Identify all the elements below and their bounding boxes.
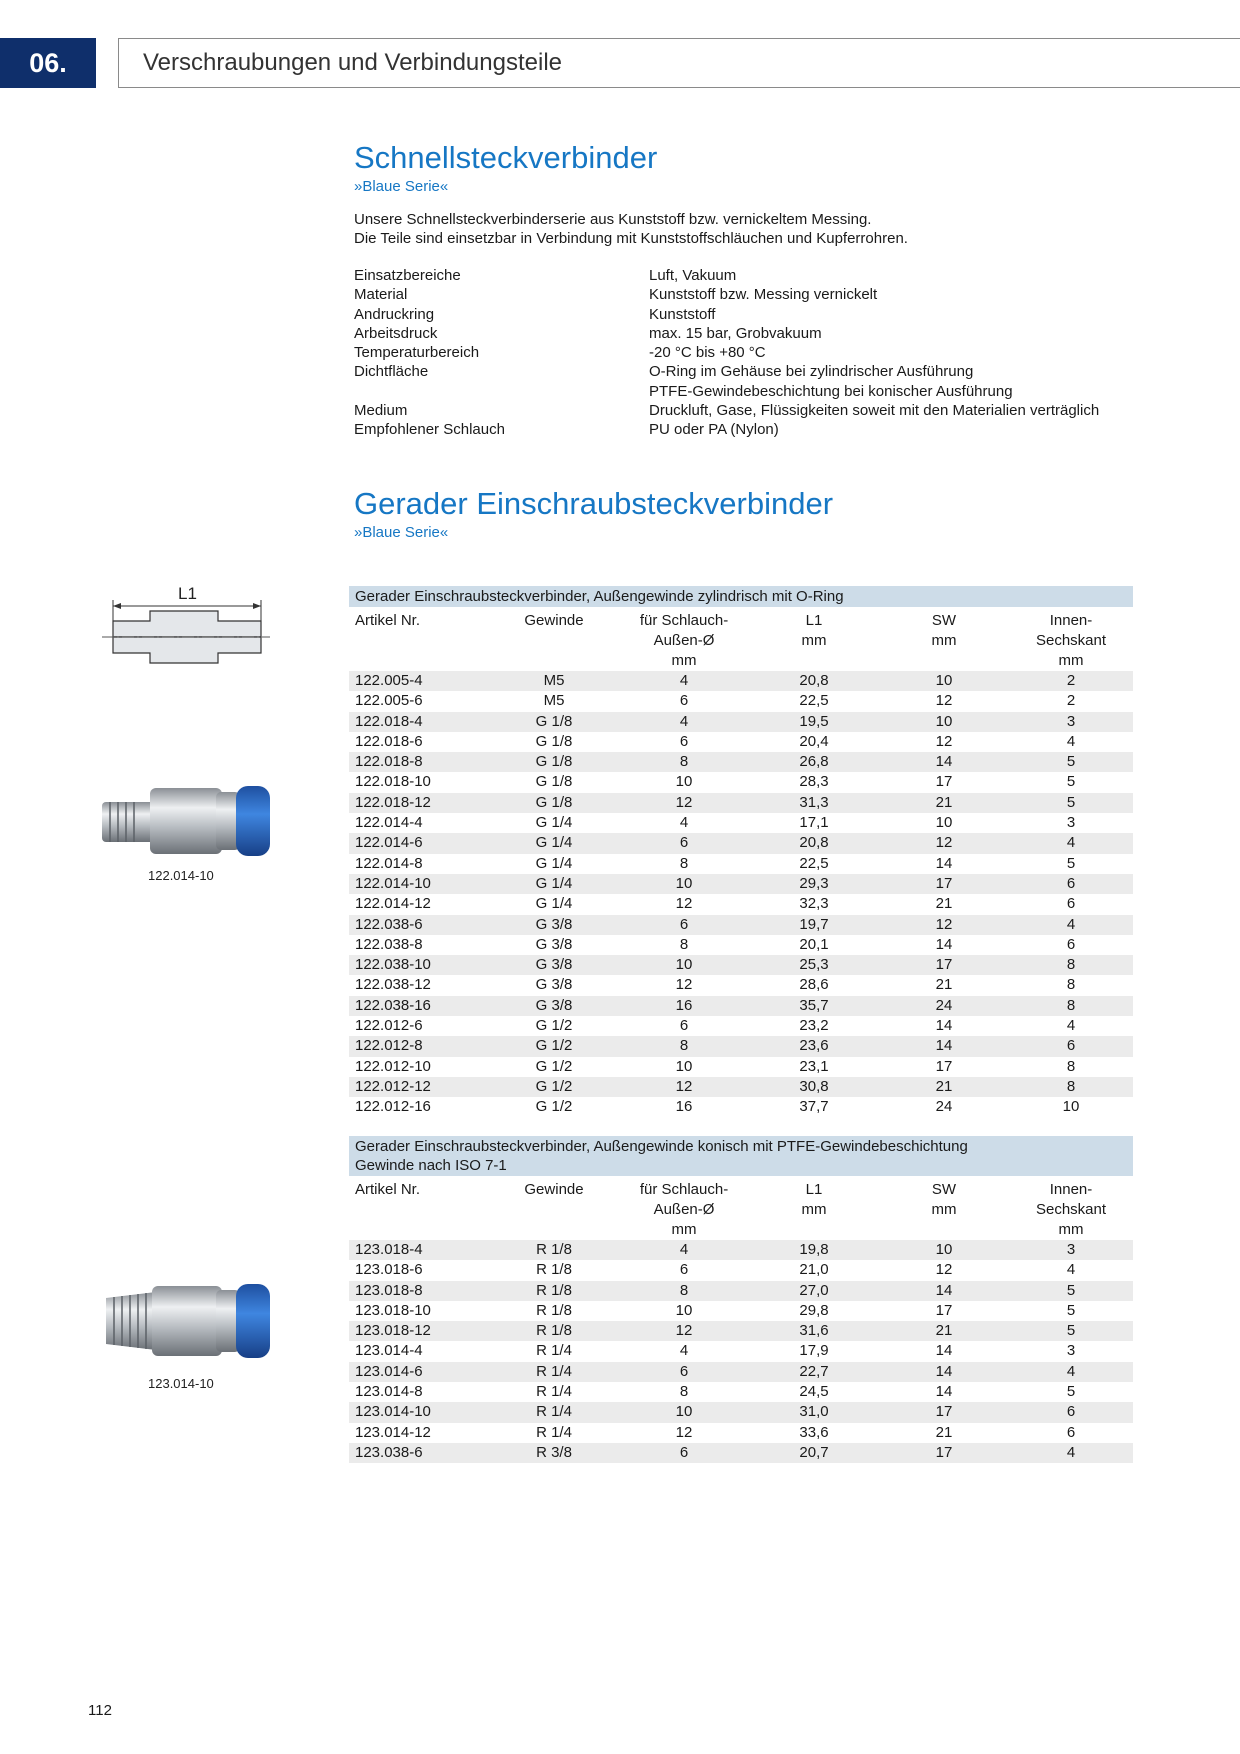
table-cell: 4: [619, 712, 749, 732]
spec-value: Luft, Vakuum: [649, 267, 737, 284]
table-cell: 6: [619, 915, 749, 935]
spec-row: [354, 382, 1099, 401]
table-cell: 12: [879, 915, 1009, 935]
table-cell: 8: [1009, 996, 1133, 1016]
table-row: [349, 955, 1133, 975]
table-cell: 23,1: [799, 1057, 829, 1075]
table-cell: 17: [879, 955, 1009, 975]
table-row: [349, 813, 1133, 833]
header-innen: Innen- Sechskant mm: [1035, 612, 1107, 669]
spec-label: Empfohlener Schlauch: [354, 421, 505, 439]
table-cell: 4: [619, 1240, 749, 1260]
table-cell: 122.005-6: [355, 692, 423, 710]
table-cell: 12: [619, 793, 749, 813]
table-cell: R 3/8: [489, 1443, 619, 1463]
table-cell: G 1/2: [489, 1036, 619, 1056]
table-cell: 12: [935, 692, 953, 710]
table-cell: 19,8: [749, 1240, 879, 1260]
table-cell: 6: [1066, 1423, 1076, 1441]
product-photo-122: [98, 768, 278, 877]
table-cell: 6: [679, 1261, 689, 1279]
table-cell: 12: [935, 732, 953, 750]
table-cell: 5: [1009, 752, 1133, 772]
table-cell: 10: [879, 712, 1009, 732]
table-cell: R 1/8: [489, 1240, 619, 1260]
table-cell: G 3/8: [535, 976, 573, 994]
table-cell: 4: [1066, 1017, 1076, 1035]
table-cell: R 1/4: [536, 1383, 572, 1401]
header-sw: SW mm: [931, 612, 957, 649]
table-cell: 14: [879, 1036, 1009, 1056]
table-cell: G 1/8: [535, 732, 573, 750]
spec-row: [354, 362, 1099, 381]
table-cell: 17: [879, 1443, 1009, 1463]
table-row: [349, 874, 1133, 894]
table-cell: 29,8: [799, 1301, 829, 1319]
page-number: 112: [88, 1702, 112, 1719]
photo-caption: 123.014-10: [148, 1376, 214, 1391]
spec-value: PU oder PA (Nylon): [649, 421, 779, 439]
spec-label: Andruckring: [354, 305, 435, 323]
table-cell: 14: [935, 854, 953, 872]
table-cell: 12: [675, 895, 693, 913]
table-cell: 3: [1009, 1240, 1133, 1260]
parts-table-zylindrisch: [349, 586, 1133, 1118]
table-cell: 5: [1066, 1301, 1076, 1319]
table-cell: 14: [935, 1383, 953, 1401]
table-cell: 22,5: [799, 692, 829, 710]
spec-value: Kunststoff bzw. Messing vernickelt: [649, 286, 878, 304]
table-cell: 4: [619, 671, 749, 691]
table-row: [349, 1077, 1133, 1097]
table-cell: 122.038-16: [349, 996, 489, 1016]
spec-label: Arbeitsdruck: [354, 324, 438, 342]
table-cell: 122.012-12: [349, 1077, 489, 1097]
table-cell: 122.018-8: [349, 752, 489, 772]
table-cell: 20,7: [749, 1443, 879, 1463]
table-row: [349, 752, 1133, 772]
table-cell: R 1/4: [489, 1402, 619, 1422]
spec-label: Dichtfläche: [354, 363, 429, 381]
table-cell: 22,7: [749, 1362, 879, 1382]
table-cell: 8: [679, 854, 689, 872]
table-cell: R 1/8: [489, 1321, 619, 1341]
table-cell: 8: [619, 1036, 749, 1056]
table-cell: M5: [543, 692, 565, 710]
table-cell: 28,3: [799, 773, 829, 791]
table-cell: 17: [879, 874, 1009, 894]
table-cell: 122.038-6: [349, 915, 489, 935]
table-cell: 123.014-8: [355, 1383, 423, 1401]
table-cell: 14: [879, 1362, 1009, 1382]
spec-row: [354, 420, 1099, 439]
table-cell: 3: [1066, 814, 1076, 832]
table-cell: 10: [619, 955, 749, 975]
table-row: [349, 671, 1133, 691]
table-cell: 123.014-4: [355, 1342, 423, 1360]
table-cell: 24: [879, 996, 1009, 1016]
table-cell: G 3/8: [489, 996, 619, 1016]
table-cell: 123.014-12: [355, 1423, 431, 1441]
table-cell: 30,8: [749, 1077, 879, 1097]
product-photo-123: [98, 1268, 278, 1377]
table-cell: 122.018-10: [355, 773, 431, 791]
spec-value: O-Ring im Gehäuse bei zylindrischer Ausführung: [649, 363, 974, 381]
table-cell: 37,7: [799, 1098, 829, 1116]
table-cell: 19,5: [749, 712, 879, 732]
table-cell: 123.018-10: [355, 1301, 431, 1319]
table-cell: 4: [1009, 833, 1133, 853]
table-cell: 122.018-12: [349, 793, 489, 813]
table-row: [349, 1240, 1133, 1260]
parts-table-konisch: [349, 1136, 1133, 1463]
table-cell: 10: [935, 814, 953, 832]
table-cell: 31,6: [749, 1321, 879, 1341]
table-cell: R 1/4: [489, 1362, 619, 1382]
table-cell: 6: [1009, 874, 1133, 894]
chapter-number: 06.: [0, 38, 96, 88]
table-cell: 21: [935, 976, 953, 994]
table-cell: G 1/4: [535, 895, 573, 913]
intro-line: Die Teile sind einsetzbar in Verbindung mit Kunststoffschläuchen und Kupferrohren.: [354, 230, 908, 247]
table-cell: 17: [935, 1057, 953, 1075]
diagram-l1-label: L1: [178, 584, 197, 603]
table-cell: 122.012-16: [355, 1098, 431, 1116]
table-caption: [349, 586, 1133, 607]
table-cell: 2: [1009, 671, 1133, 691]
table-cell: 5: [1066, 854, 1076, 872]
table-cell: 122.014-10: [349, 874, 489, 894]
table-cell: 33,6: [799, 1423, 829, 1441]
table-cell: 122.014-8: [355, 854, 423, 872]
table-row: [349, 1423, 1133, 1443]
header-schlauch: für Schlauch- Außen-Ø mm: [639, 1181, 729, 1238]
table-row: [349, 712, 1133, 732]
table-cell: 4: [1066, 1261, 1076, 1279]
table-cell: 122.018-6: [355, 732, 423, 750]
spec-row: [354, 285, 1099, 304]
header-artikel: Artikel Nr.: [355, 1181, 421, 1198]
table-cell: 4: [1066, 732, 1076, 750]
table-cell: 122.012-8: [349, 1036, 489, 1056]
table-row: [349, 1301, 1133, 1321]
intro-line: Unsere Schnellsteckverbinderserie aus Kunststoff bzw. vernickeltem Messing.: [354, 211, 872, 228]
table-cell: G 1/2: [535, 1017, 573, 1035]
table-cell: 10: [619, 1402, 749, 1422]
table-cell: 21: [935, 895, 953, 913]
table-cell: 20,8: [749, 833, 879, 853]
table-cell: 31,3: [749, 793, 879, 813]
table-row: [349, 1321, 1133, 1341]
table-row: [349, 1443, 1133, 1463]
table-cell: 8: [619, 752, 749, 772]
table-cell: 35,7: [749, 996, 879, 1016]
table-cell: 122.038-10: [349, 955, 489, 975]
table-cell: 17: [879, 1402, 1009, 1422]
table-cell: 6: [619, 1443, 749, 1463]
table-cell: 122.012-10: [355, 1057, 431, 1075]
table-cell: 6: [1066, 935, 1076, 953]
table-cell: 10: [879, 671, 1009, 691]
table-cell: 6: [1009, 1036, 1133, 1056]
table-cell: G 1/8: [535, 773, 573, 791]
table-cell: 5: [1066, 1383, 1076, 1401]
table-row: [349, 691, 1133, 711]
table-row: [349, 1260, 1133, 1280]
table-cell: 123.018-12: [349, 1321, 489, 1341]
table-cell: G 1/2: [535, 1098, 573, 1116]
spec-list: [354, 266, 1099, 440]
intro-text: [354, 210, 908, 248]
table-cell: 20,4: [799, 732, 829, 750]
table-cell: 122.014-4: [355, 814, 423, 832]
table-row: [349, 1016, 1133, 1036]
table-caption-line: Gerader Einschraubsteckverbinder, Außengewinde zylindrisch mit O-Ring: [355, 588, 844, 605]
table-cell: G 3/8: [489, 915, 619, 935]
fitting-dimension-diagram: [98, 582, 278, 697]
table-row: [349, 1057, 1133, 1077]
table-cell: 6: [1066, 895, 1076, 913]
table-cell: 122.038-12: [355, 976, 431, 994]
spec-row: [354, 305, 1099, 324]
chapter-title: Verschraubungen und Verbindungsteile: [118, 38, 1240, 88]
table-row: [349, 732, 1133, 752]
section-title-schnellsteckverbinder: Schnellsteckverbinder: [354, 140, 658, 175]
table-cell: 14: [879, 1281, 1009, 1301]
table-cell: 123.018-8: [349, 1281, 489, 1301]
table-cell: 14: [935, 1017, 953, 1035]
spec-label: Temperaturbereich: [354, 344, 480, 362]
table-cell: 10: [1062, 1098, 1080, 1116]
table-cell: 122.018-4: [349, 712, 489, 732]
table-row: [349, 935, 1133, 955]
table-row: [349, 1036, 1133, 1056]
table-cell: 19,7: [749, 915, 879, 935]
table-cell: 17,1: [799, 814, 829, 832]
table-row: [349, 1402, 1133, 1422]
table-cell: 17,9: [799, 1342, 829, 1360]
table-cell: 122.012-6: [355, 1017, 423, 1035]
table-cell: R 1/8: [489, 1281, 619, 1301]
table-cell: 5: [1009, 1321, 1133, 1341]
table-cell: G 1/2: [535, 1057, 573, 1075]
table-cell: 6: [679, 732, 689, 750]
table-row: [349, 1097, 1133, 1117]
spec-label: Einsatzbereiche: [354, 267, 461, 284]
table-cell: G 1/2: [489, 1077, 619, 1097]
table-row: [349, 996, 1133, 1016]
table-cell: 24,5: [799, 1383, 829, 1401]
table-row: [349, 793, 1133, 813]
table-cell: 17: [935, 1301, 953, 1319]
header-schlauch: für Schlauch- Außen-Ø mm: [639, 612, 729, 669]
table-cell: 8: [679, 1383, 689, 1401]
series-subtitle: »Blaue Serie«: [354, 178, 449, 195]
table-cell: G 3/8: [489, 955, 619, 975]
header-innen: Innen- Sechskant mm: [1035, 1181, 1107, 1238]
table-row: [349, 1281, 1133, 1301]
table-cell: 21: [879, 1321, 1009, 1341]
header-l1: L1 mm: [801, 1181, 827, 1218]
spec-label: Material: [354, 286, 408, 304]
table-cell: 8: [1009, 955, 1133, 975]
header-sw: SW mm: [931, 1181, 957, 1218]
spec-value: Kunststoff: [649, 305, 716, 323]
table-row: [349, 1362, 1133, 1382]
table-cell: 4: [679, 1342, 689, 1360]
table-row: [349, 833, 1133, 853]
table-cell: 4: [1009, 1443, 1133, 1463]
table-cell: 29,3: [749, 874, 879, 894]
table-cell: 123.038-6: [349, 1443, 489, 1463]
table-cell: 4: [1009, 1362, 1133, 1382]
table-cell: G 3/8: [535, 935, 573, 953]
table-cell: 123.018-4: [349, 1240, 489, 1260]
table-cell: G 1/4: [535, 814, 573, 832]
table-row: [349, 915, 1133, 935]
table-cell: G 1/4: [535, 854, 573, 872]
table-cell: 10: [675, 1301, 693, 1319]
table-cell: 12: [619, 1077, 749, 1097]
table-cell: 25,3: [749, 955, 879, 975]
table-cell: 17: [935, 773, 953, 791]
table-cell: 23,6: [749, 1036, 879, 1056]
table-row: [349, 894, 1133, 914]
table-cell: 122.038-8: [355, 935, 423, 953]
table-cell: 122.014-6: [349, 833, 489, 853]
table-cell: 23,2: [799, 1017, 829, 1035]
table-cell: 6: [1009, 1402, 1133, 1422]
table-cell: 8: [619, 1281, 749, 1301]
table-cell: 14: [935, 1342, 953, 1360]
table-cell: 26,8: [749, 752, 879, 772]
table-caption-line: Gewinde nach ISO 7-1: [355, 1157, 507, 1174]
table-cell: 6: [619, 833, 749, 853]
table-cell: 16: [619, 996, 749, 1016]
table-cell: 4: [679, 814, 689, 832]
table-cell: R 1/8: [536, 1301, 572, 1319]
table-cell: 12: [935, 1261, 953, 1279]
table-cell: 16: [675, 1098, 693, 1116]
table-cell: 10: [675, 773, 693, 791]
spec-value: Druckluft, Gase, Flüssigkeiten soweit mit den Materialien verträglich: [649, 402, 1100, 420]
table-cell: G 1/8: [489, 793, 619, 813]
table-cell: 4: [1009, 915, 1133, 935]
table-cell: 8: [1066, 976, 1076, 994]
header-l1: L1 mm: [801, 612, 827, 649]
table-cell: R 1/4: [536, 1423, 572, 1441]
table-cell: 14: [879, 752, 1009, 772]
table-cell: G 1/8: [489, 752, 619, 772]
table-cell: 6: [679, 1017, 689, 1035]
table-cell: 8: [1009, 1077, 1133, 1097]
table-cell: R 1/8: [536, 1261, 572, 1279]
table-cell: 122.005-4: [349, 671, 489, 691]
spec-label: Medium: [354, 402, 408, 420]
spec-value: max. 15 bar, Grobvakuum: [649, 324, 822, 342]
table-cell: 12: [619, 1321, 749, 1341]
table-cell: 21: [879, 793, 1009, 813]
table-cell: 21: [935, 1423, 953, 1441]
table-cell: 8: [679, 935, 689, 953]
table-cell: 21,0: [799, 1261, 829, 1279]
table-cell: 5: [1066, 773, 1076, 791]
table-cell: 6: [679, 692, 689, 710]
table-cell: 10: [619, 874, 749, 894]
section-title-gerader-einschraubsteckverbinder: Gerader Einschraubsteckverbinder: [354, 486, 834, 521]
table-row: [349, 1382, 1133, 1402]
table-cell: 2: [1066, 692, 1076, 710]
table-cell: G 1/4: [489, 833, 619, 853]
table-cell: 12: [675, 976, 693, 994]
photo-caption: 122.014-10: [148, 868, 214, 883]
table-row: [349, 854, 1133, 874]
table-cell: 10: [879, 1240, 1009, 1260]
table-caption-line: Gerader Einschraubsteckverbinder, Außengewinde konisch mit PTFE-Gewindebeschichtung: [355, 1138, 968, 1155]
table-cell: 5: [1009, 793, 1133, 813]
table-cell: 20,1: [799, 935, 829, 953]
spec-row: [354, 343, 1099, 362]
table-cell: 22,5: [799, 854, 829, 872]
spec-row: [354, 401, 1099, 420]
table-cell: 5: [1009, 1281, 1133, 1301]
series-subtitle: »Blaue Serie«: [354, 524, 449, 541]
table-row: [349, 975, 1133, 995]
table-cell: 32,3: [799, 895, 829, 913]
table-cell: 3: [1009, 712, 1133, 732]
spec-value: -20 °C bis +80 °C: [649, 344, 766, 362]
header-artikel: Artikel Nr.: [355, 612, 421, 629]
table-row: [349, 772, 1133, 792]
table-cell: 12: [675, 1423, 693, 1441]
table-cell: 8: [1066, 1057, 1076, 1075]
table-cell: 14: [935, 935, 953, 953]
table-cell: G 1/8: [489, 712, 619, 732]
spec-row: [354, 324, 1099, 343]
table-cell: 3: [1066, 1342, 1076, 1360]
table-cell: 20,8: [749, 671, 879, 691]
table-cell: 123.014-10: [349, 1402, 489, 1422]
spec-value: PTFE-Gewindebeschichtung bei konischer Ausführung: [649, 382, 1013, 400]
spec-label: [354, 382, 649, 401]
table-cell: 12: [879, 833, 1009, 853]
table-cell: 24: [935, 1098, 953, 1116]
table-caption: [349, 1136, 1133, 1176]
table-cell: 10: [675, 1057, 693, 1075]
table-cell: R 1/4: [536, 1342, 572, 1360]
table-cell: 31,0: [749, 1402, 879, 1422]
table-cell: 6: [619, 1362, 749, 1382]
table-row: [349, 1341, 1133, 1361]
table-cell: M5: [489, 671, 619, 691]
table-cell: G 1/4: [489, 874, 619, 894]
table-cell: 122.014-12: [355, 895, 431, 913]
header-gewinde: Gewinde: [524, 612, 584, 629]
table-cell: 123.018-6: [355, 1261, 423, 1279]
spec-row: [354, 266, 1099, 285]
table-cell: 123.014-6: [349, 1362, 489, 1382]
header-gewinde: Gewinde: [524, 1181, 584, 1198]
table-cell: 21: [879, 1077, 1009, 1097]
table-cell: 28,6: [799, 976, 829, 994]
table-cell: 27,0: [749, 1281, 879, 1301]
